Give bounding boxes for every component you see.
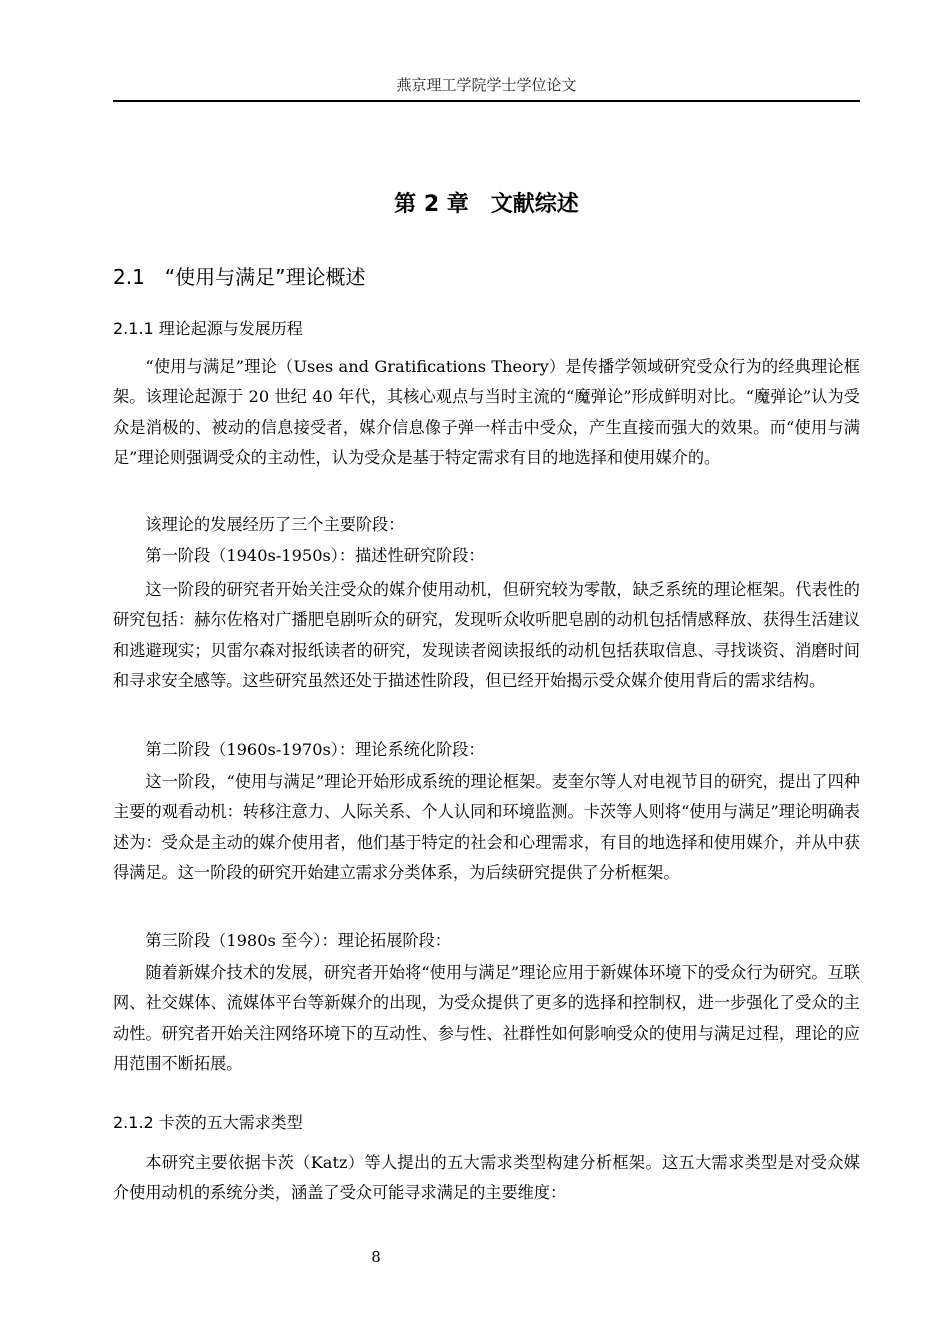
- paragraph: 第三阶段（1980s 至今）：理论拓展阶段：: [145, 931, 451, 950]
- paragraph: 这一阶段的研究者开始关注受众的媒介使用动机，但研究较为零散，缺乏系统的理论框架。代表性的研究包括：赫尔佐格对广播肥皂剧听众的研究，发现听众收听肥皂剧的动机包括情感释放、获得生活建议和逃避现实；贝雷尔森对报纸读者的研究，发现读者阅读报纸的动机包括获取信息、寻找谈资、消磨时间和寻求安全感等。这些研究虽然还处于描述性阶段，但已经开始揭示受众媒介使用背后的需求结构。: [113, 580, 860, 690]
- paragraph: 这一阶段，“使用与满足”理论开始形成系统的理论框架。麦奎尔等人对电视节目的研究，提出了四种主要的观看动机：转移注意力、人际关系、个人认同和环境监测。卡茨等人则将“使用与满足”理论明确表述为：受众是主动的媒介使用者，他们基于特定的社会和心理需求，有目的地选择和使用媒介，并从中获得满足。这一阶段的研究开始建立需求分类体系，为后续研究提供了分析框架。: [113, 772, 860, 882]
- paragraph: 该理论的发展经历了三个主要阶段：: [145, 515, 405, 534]
- header-rule: [113, 100, 860, 102]
- paragraph: 随着新媒介技术的发展，研究者开始将“使用与满足”理论应用于新媒体环境下的受众行为研究。互联网、社交媒体、流媒体平台等新媒介的出现，为受众提供了更多的选择和控制权，进一步强化了受众的主动性。研究者开始关注网络环境下的互动性、参与性、社群性如何影响受众的使用与满足过程，理论的应用范围不断拓展。: [113, 963, 860, 1073]
- paragraph: “使用与满足”理论（Uses and Gratifications Theory）是传播学领域研究受众行为的经典理论框架。该理论起源于 20 世纪 40 年代，其核心观点与当时主流的“魔弹论”形成鲜明对比。“魔弹论”认为受众是消极的、被动的信息接受者，媒介信息像子弹一样击中受众，产生直接而强大的效果。而“使用与满足”理论则强调受众的主动性，认为受众是基于特定需求有目的地选择和使用媒介的。: [113, 357, 860, 467]
- page-number: 8: [371, 1248, 381, 1266]
- paragraph: 第二阶段（1960s-1970s）：理论系统化阶段：: [145, 740, 485, 759]
- section-heading: 2.1 “使用与满足”理论概述: [113, 265, 366, 289]
- paragraph: 第一阶段（1940s-1950s）：描述性研究阶段：: [145, 546, 485, 565]
- running-header: 燕京理工学院学士学位论文: [396, 76, 577, 94]
- subsection-heading: 2.1.1 理论起源与发展历程: [113, 319, 303, 338]
- subsection-heading: 2.1.2 卡茨的五大需求类型: [113, 1113, 303, 1132]
- paragraph: 本研究主要依据卡茨（Katz）等人提出的五大需求类型构建分析框架。这五大需求类型是对受众媒介使用动机的系统分类，涵盖了受众可能寻求满足的主要维度：: [113, 1153, 860, 1203]
- chapter-title: 第 2 章 文献综述: [394, 192, 579, 217]
